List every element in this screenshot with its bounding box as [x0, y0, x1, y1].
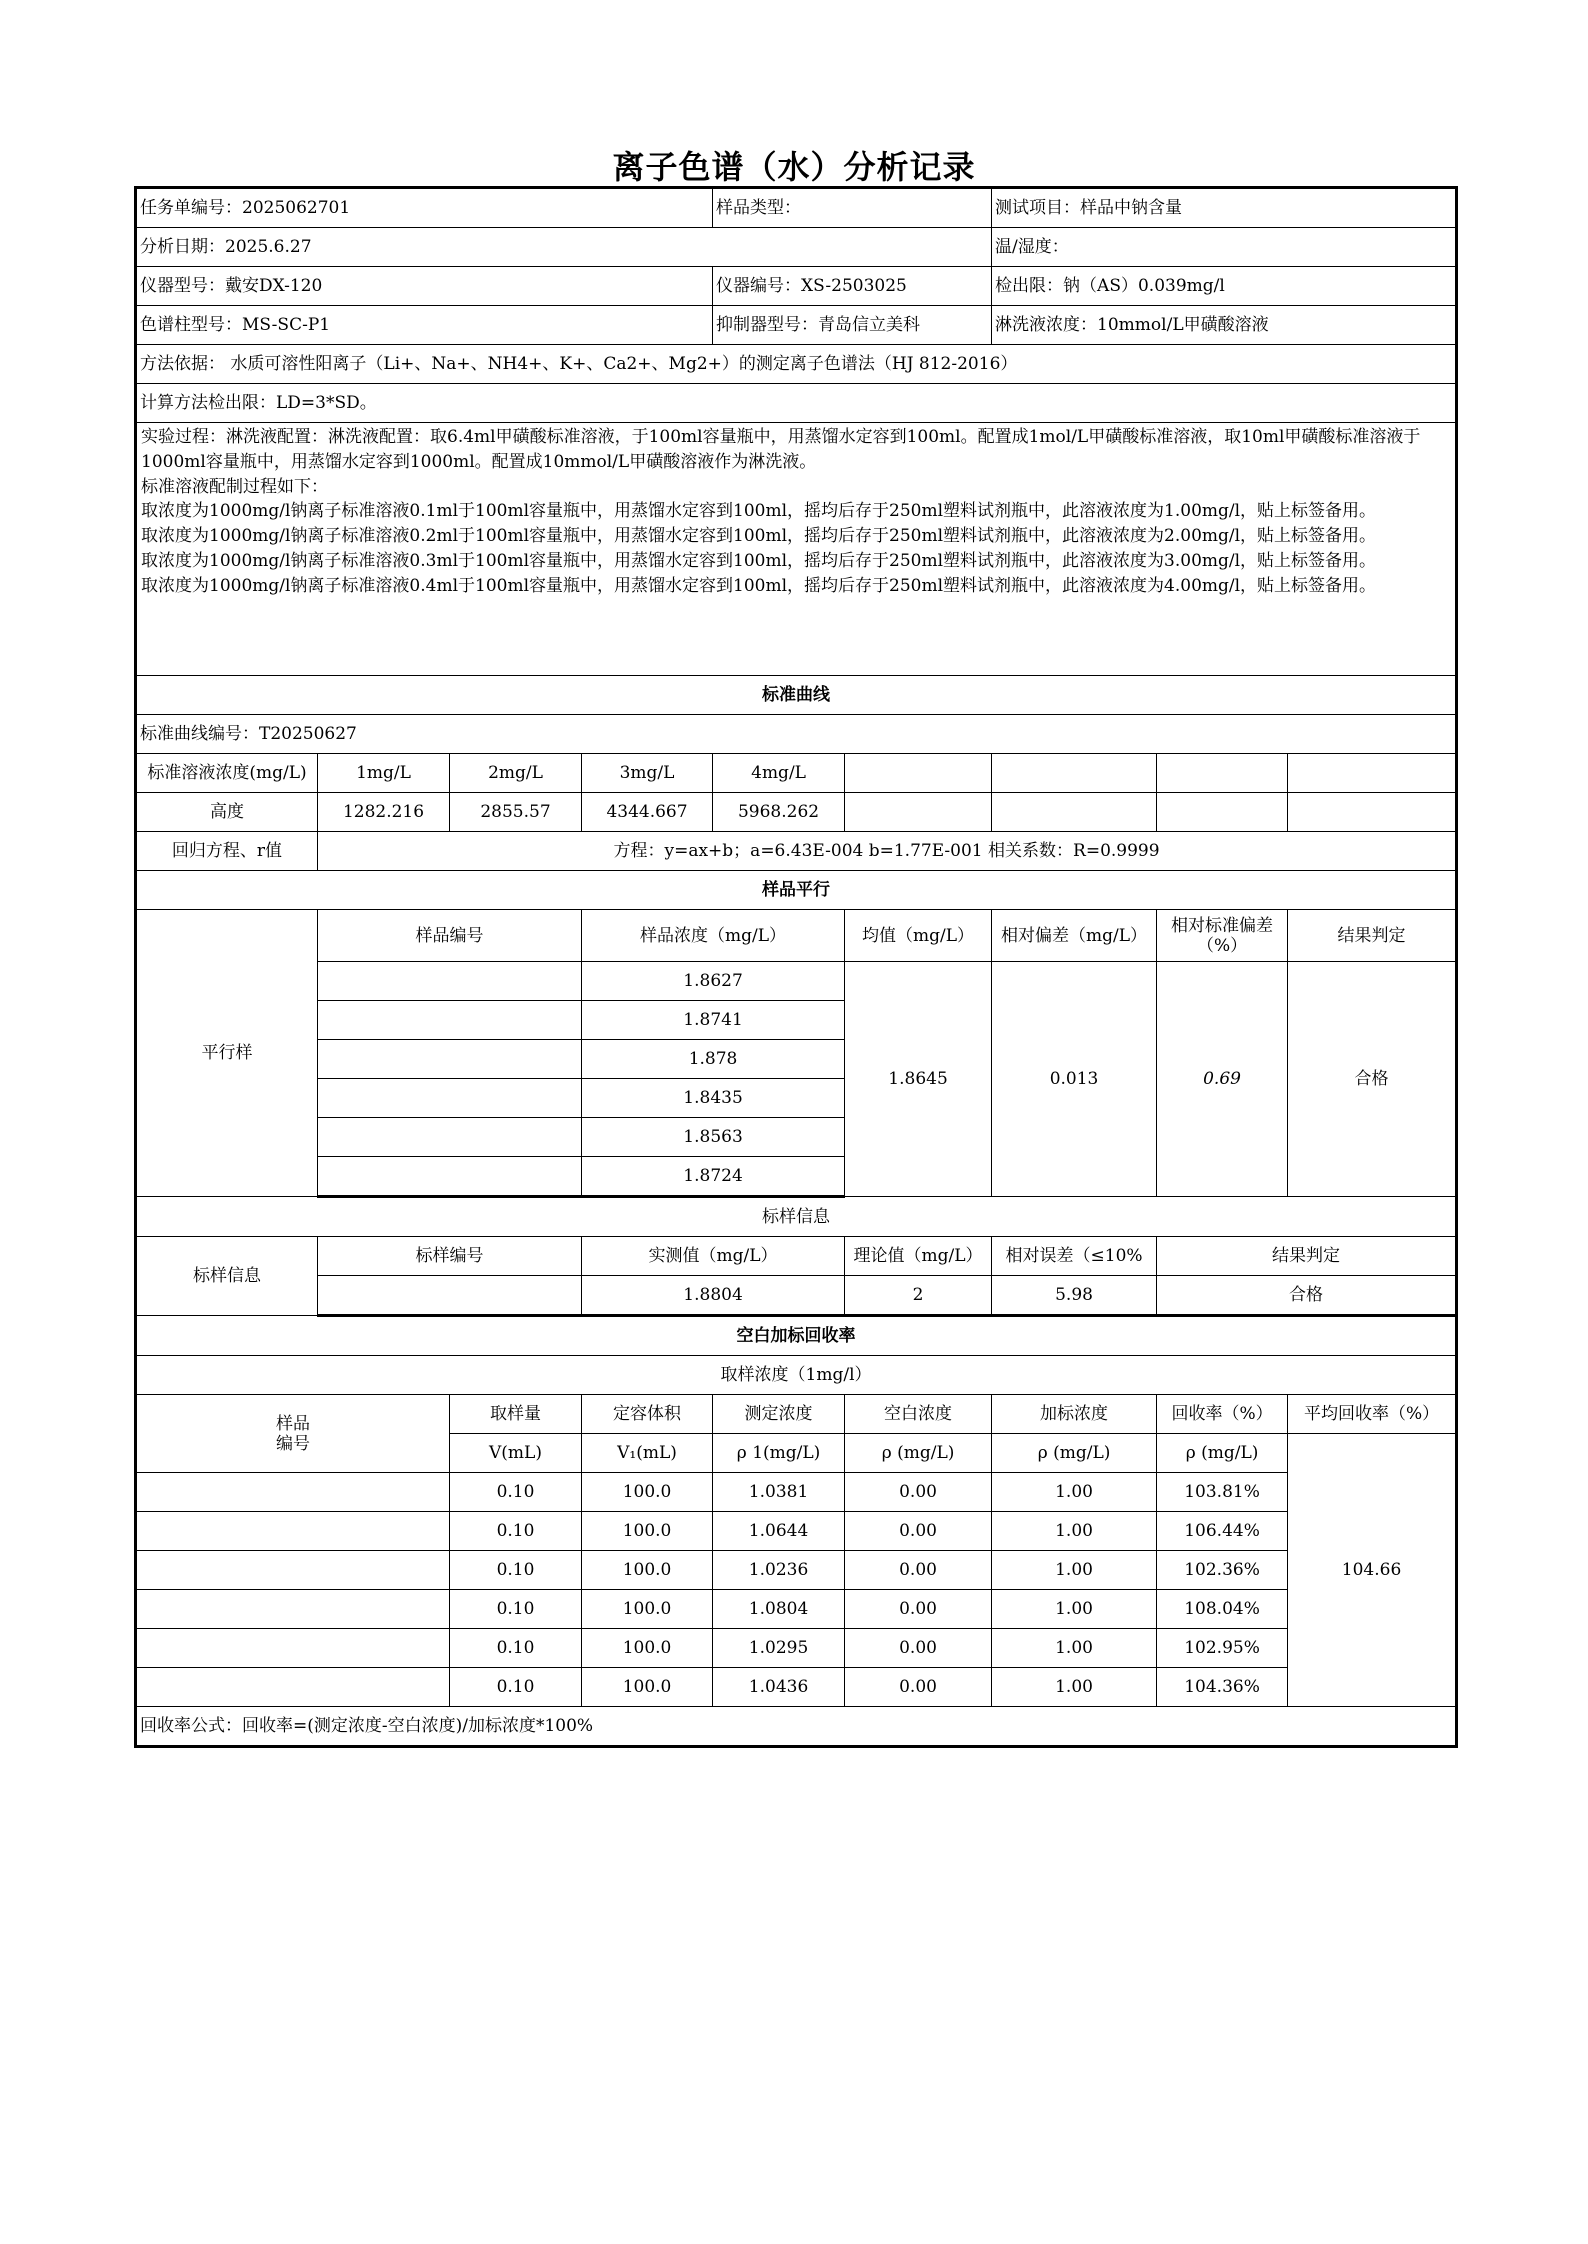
section-title-recovery: 空白加标回收率 [136, 1316, 1457, 1356]
parallel-sample-no [318, 1157, 582, 1197]
std-conc: 3mg/L [582, 754, 713, 793]
recovery-header: 取样量 [450, 1395, 582, 1434]
section-title-reference: 标样信息 [136, 1197, 1457, 1237]
parallel-sample-no [318, 1079, 582, 1118]
recovery-cell: 0.00 [845, 1473, 992, 1512]
reference-relative-error: 5.98 [992, 1276, 1157, 1316]
empty-cell [992, 754, 1157, 793]
recovery-sample-no [136, 1512, 450, 1551]
parallel-header: 样品编号 [318, 910, 582, 962]
parallel-sample-no [318, 1001, 582, 1040]
reference-result: 合格 [1157, 1276, 1457, 1316]
analysis-date: 分析日期：2025.6.27 [136, 228, 992, 267]
recovery-cell: 1.0804 [713, 1590, 845, 1629]
parallel-value: 1.878 [582, 1040, 845, 1079]
recovery-sample-no-label: 样品 编号 [136, 1395, 450, 1473]
parallel-sample-no [318, 1118, 582, 1157]
method-basis: 方法依据： 水质可溶性阳离子（Li+、Na+、NH4+、K+、Ca2+、Mg2+）的测定离子色谱法（HJ 812-2016） [136, 345, 1457, 384]
parallel-rsd: 0.69 [1157, 962, 1288, 1197]
recovery-cell: 1.00 [992, 1473, 1157, 1512]
parallel-sample-no [318, 1040, 582, 1079]
recovery-cell: 1.0381 [713, 1473, 845, 1512]
parallel-value: 1.8724 [582, 1157, 845, 1197]
parallel-mean: 1.8645 [845, 962, 992, 1197]
recovery-unit: ρ (mg/L) [992, 1434, 1157, 1473]
recovery-unit: ρ (mg/L) [1157, 1434, 1288, 1473]
recovery-cell: 1.00 [992, 1512, 1157, 1551]
temp-humidity: 温/湿度： [992, 228, 1457, 267]
recovery-cell: 1.0644 [713, 1512, 845, 1551]
instrument-model: 仪器型号：戴安DX-120 [136, 267, 713, 306]
section-title-parallel: 样品平行 [136, 871, 1457, 910]
recovery-cell: 103.81% [1157, 1473, 1288, 1512]
std-height: 2855.57 [450, 793, 582, 832]
reference-header: 相对误差（≤10% [992, 1237, 1157, 1276]
recovery-unit: ρ 1(mg/L) [713, 1434, 845, 1473]
std-conc: 4mg/L [713, 754, 845, 793]
procedure-line: 实验过程：淋洗液配置：淋洗液配置：取6.4ml甲磺酸标准溶液，于100ml容量瓶中，用蒸馏水定容到100ml。配置成1mol/L甲磺酸标准溶液，取10ml甲磺酸标准溶液于1000ml容量瓶中，用蒸馏水定容到1000ml。配置成10mmol/L甲磺酸溶液作为淋洗液。 [141, 427, 1421, 472]
empty-cell [1157, 793, 1288, 832]
recovery-cell: 0.00 [845, 1590, 992, 1629]
procedure-line: 取浓度为1000mg/l钠离子标准溶液0.3ml于100ml容量瓶中，用蒸馏水定容到100ml，摇均后存于250ml塑料试剂瓶中，此溶液浓度为3.00mg/l，贴上标签备用。 [141, 550, 1377, 571]
curve-number: 标准曲线编号：T20250627 [136, 715, 1457, 754]
analysis-record-table [134, 186, 1458, 1748]
eluent-concentration: 淋洗液浓度：10mmol/L甲磺酸溶液 [992, 306, 1457, 345]
reference-header: 实测值（mg/L） [582, 1237, 845, 1276]
recovery-cell: 108.04% [1157, 1590, 1288, 1629]
procedure-line: 取浓度为1000mg/l钠离子标准溶液0.1ml于100ml容量瓶中，用蒸馏水定容到100ml，摇均后存于250ml塑料试剂瓶中，此溶液浓度为1.00mg/l，贴上标签备用。 [141, 501, 1377, 522]
regression-label: 回归方程、r值 [136, 832, 318, 871]
recovery-sample-no [136, 1590, 450, 1629]
recovery-formula: 回收率公式：回收率=(测定浓度-空白浓度)/加标浓度*100% [136, 1707, 1457, 1747]
reference-theoretical: 2 [845, 1276, 992, 1316]
recovery-cell: 0.10 [450, 1551, 582, 1590]
std-height: 1282.216 [318, 793, 450, 832]
column-model: 色谱柱型号：MS-SC-P1 [136, 306, 713, 345]
recovery-cell: 1.00 [992, 1590, 1157, 1629]
recovery-cell: 100.0 [582, 1590, 713, 1629]
procedure-line: 取浓度为1000mg/l钠离子标准溶液0.4ml于100ml容量瓶中，用蒸馏水定容到100ml，摇均后存于250ml塑料试剂瓶中，此溶液浓度为4.00mg/l，贴上标签备用。 [141, 575, 1377, 596]
recovery-header: 测定浓度 [713, 1395, 845, 1434]
empty-cell [992, 793, 1157, 832]
empty-cell [1157, 754, 1288, 793]
recovery-sample-no [136, 1629, 450, 1668]
parallel-value: 1.8741 [582, 1001, 845, 1040]
procedure-line: 标准溶液配制过程如下： [141, 476, 328, 497]
recovery-cell: 1.0436 [713, 1668, 845, 1707]
parallel-header: 相对标准偏差（%） [1157, 910, 1288, 962]
std-height: 5968.262 [713, 793, 845, 832]
test-item: 测试项目：样品中钠含量 [992, 188, 1457, 228]
parallel-value: 1.8435 [582, 1079, 845, 1118]
height-label: 高度 [136, 793, 318, 832]
task-number: 任务单编号：2025062701 [136, 188, 713, 228]
recovery-cell: 0.00 [845, 1629, 992, 1668]
recovery-cell: 0.00 [845, 1512, 992, 1551]
recovery-header: 平均回收率（%） [1288, 1395, 1457, 1434]
calc-detection-limit: 计算方法检出限：LD=3*SD。 [136, 384, 1457, 423]
std-conc: 1mg/L [318, 754, 450, 793]
parallel-header: 结果判定 [1288, 910, 1457, 962]
recovery-cell: 1.0295 [713, 1629, 845, 1668]
recovery-cell: 104.36% [1157, 1668, 1288, 1707]
parallel-header: 样品浓度（mg/L） [582, 910, 845, 962]
instrument-number: 仪器编号：XS-2503025 [713, 267, 992, 306]
recovery-average: 104.66 [1288, 1434, 1457, 1707]
reference-header: 理论值（mg/L） [845, 1237, 992, 1276]
recovery-cell: 102.95% [1157, 1629, 1288, 1668]
reference-header: 结果判定 [1157, 1237, 1457, 1276]
suppressor-model: 抑制器型号：青岛信立美科 [713, 306, 992, 345]
page-title: 离子色谱（水）分析记录 [612, 148, 976, 186]
recovery-cell: 100.0 [582, 1512, 713, 1551]
recovery-unit: V(mL) [450, 1434, 582, 1473]
recovery-header: 空白浓度 [845, 1395, 992, 1434]
recovery-header: 加标浓度 [992, 1395, 1157, 1434]
procedure-line: 取浓度为1000mg/l钠离子标准溶液0.2ml于100ml容量瓶中，用蒸馏水定容到100ml，摇均后存于250ml塑料试剂瓶中，此溶液浓度为2.00mg/l，贴上标签备用。 [141, 526, 1377, 547]
experiment-procedure [136, 423, 1457, 676]
reference-row-label: 标样信息 [136, 1237, 318, 1316]
parallel-value: 1.8627 [582, 962, 845, 1001]
parallel-relative-deviation: 0.013 [992, 962, 1157, 1197]
recovery-cell: 0.00 [845, 1551, 992, 1590]
recovery-unit: V₁(mL) [582, 1434, 713, 1473]
parallel-sample-no [318, 962, 582, 1001]
parallel-header: 相对偏差（mg/L） [992, 910, 1157, 962]
recovery-header: 定容体积 [582, 1395, 713, 1434]
std-height: 4344.667 [582, 793, 713, 832]
section-title-standard-curve: 标准曲线 [136, 676, 1457, 715]
recovery-cell: 0.10 [450, 1473, 582, 1512]
reference-sample-no [318, 1276, 582, 1316]
parallel-header: 均值（mg/L） [845, 910, 992, 962]
recovery-sample-no [136, 1668, 450, 1707]
reference-measured: 1.8804 [582, 1276, 845, 1316]
std-conc: 2mg/L [450, 754, 582, 793]
empty-cell [845, 793, 992, 832]
parallel-value: 1.8563 [582, 1118, 845, 1157]
recovery-cell: 1.0236 [713, 1551, 845, 1590]
recovery-cell: 0.00 [845, 1668, 992, 1707]
empty-cell [1288, 754, 1457, 793]
recovery-cell: 102.36% [1157, 1551, 1288, 1590]
recovery-cell: 1.00 [992, 1551, 1157, 1590]
conc-label: 标准溶液浓度(mg/L) [136, 754, 318, 793]
recovery-cell: 0.10 [450, 1512, 582, 1551]
sample-type: 样品类型： [713, 188, 992, 228]
empty-cell [845, 754, 992, 793]
parallel-result: 合格 [1288, 962, 1457, 1197]
recovery-sample-no [136, 1551, 450, 1590]
detection-limit: 检出限：钠（AS）0.039mg/l [992, 267, 1457, 306]
recovery-cell: 0.10 [450, 1629, 582, 1668]
recovery-cell: 1.00 [992, 1668, 1157, 1707]
parallel-row-label: 平行样 [136, 910, 318, 1197]
empty-cell [1288, 793, 1457, 832]
recovery-unit: ρ (mg/L) [845, 1434, 992, 1473]
recovery-cell: 106.44% [1157, 1512, 1288, 1551]
recovery-cell: 100.0 [582, 1551, 713, 1590]
recovery-cell: 100.0 [582, 1473, 713, 1512]
recovery-sample-no [136, 1473, 450, 1512]
sampling-concentration: 取样浓度（1mg/l） [136, 1356, 1457, 1395]
reference-header: 标样编号 [318, 1237, 582, 1276]
recovery-cell: 1.00 [992, 1629, 1157, 1668]
regression-equation: 方程：y=ax+b；a=6.43E-004 b=1.77E-001 相关系数：R=0.9999 [318, 832, 1457, 871]
recovery-cell: 100.0 [582, 1629, 713, 1668]
recovery-cell: 0.10 [450, 1590, 582, 1629]
recovery-header: 回收率（%） [1157, 1395, 1288, 1434]
recovery-cell: 100.0 [582, 1668, 713, 1707]
recovery-cell: 0.10 [450, 1668, 582, 1707]
